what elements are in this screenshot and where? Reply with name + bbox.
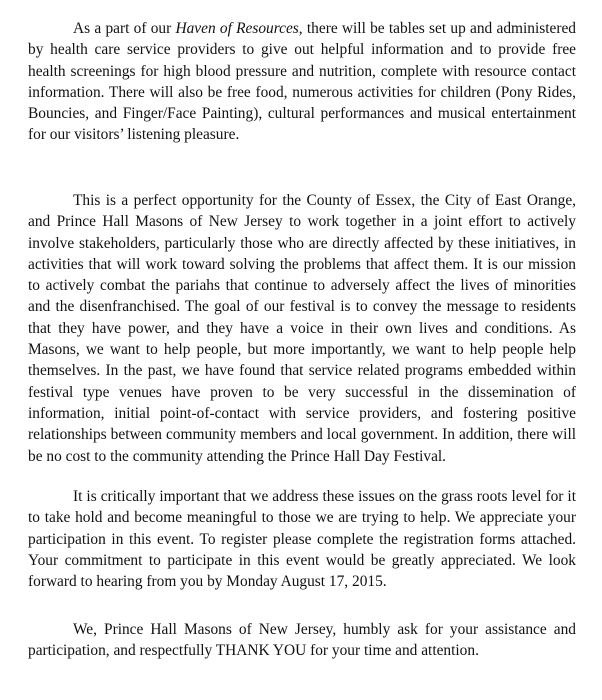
paragraph-1-rest: , there will be tables set up and administered by health care service providers to give out helpful information and to provide free health screenings for high blood pressure and nutrition, complete with resource contact information. There will also be free food, numerous activities for children (Pony Rides, Bouncies, and Finger/Face Painting), cultural performances and musical entertainment for our visitors’ listening pleasure. (28, 20, 576, 144)
haven-of-resources-emphasis: Haven of Resources (175, 20, 299, 37)
paragraph-opportunity: This is a perfect opportunity for the County of Essex, the City of East Orange, and Prince Hall Masons of New Jersey to work together in a joint effort to actively involve stakeholders, particularly those who are directly affected by these initiatives, in activities that will work toward solving the problems that affect them. It is our mission to actively combat the pariahs that continue to adversely affect the lives of minorities and the disenfranchised. The goal of our festival is to convey the message to residents that they have power, and they have a voice in their own lives and conditions. As Masons, we want to help people, but more importantly, we want to help people help themselves. In the past, we have found that service related programs embedded within festival type venues have proven to be very successful in the dissemination of information, initial point-of-contact with service providers, and fostering positive relationships between community members and local government. In addition, there will be no cost to the community attending the Prince Hall Day Festival. (28, 192, 576, 465)
paragraph-grass-roots: It is critically important that we address these issues on the grass roots level for it to take hold and become meaningful to those we are trying to help. We appreciate your participation in this event. To register please complete the registration forms attached. Your commitment to participate in this event would be greatly appreciated. We look forward to hearing from you by Monday August 17, 2015. (28, 488, 576, 591)
paragraph-1-lead: As a part of our (73, 20, 176, 37)
paragraph-closing-thanks: We, Prince Hall Masons of New Jersey, humbly ask for your assistance and participation, and respectfully THANK YOU for your time and attention. (28, 621, 576, 660)
paragraph-haven-of-resources (28, 18, 576, 146)
